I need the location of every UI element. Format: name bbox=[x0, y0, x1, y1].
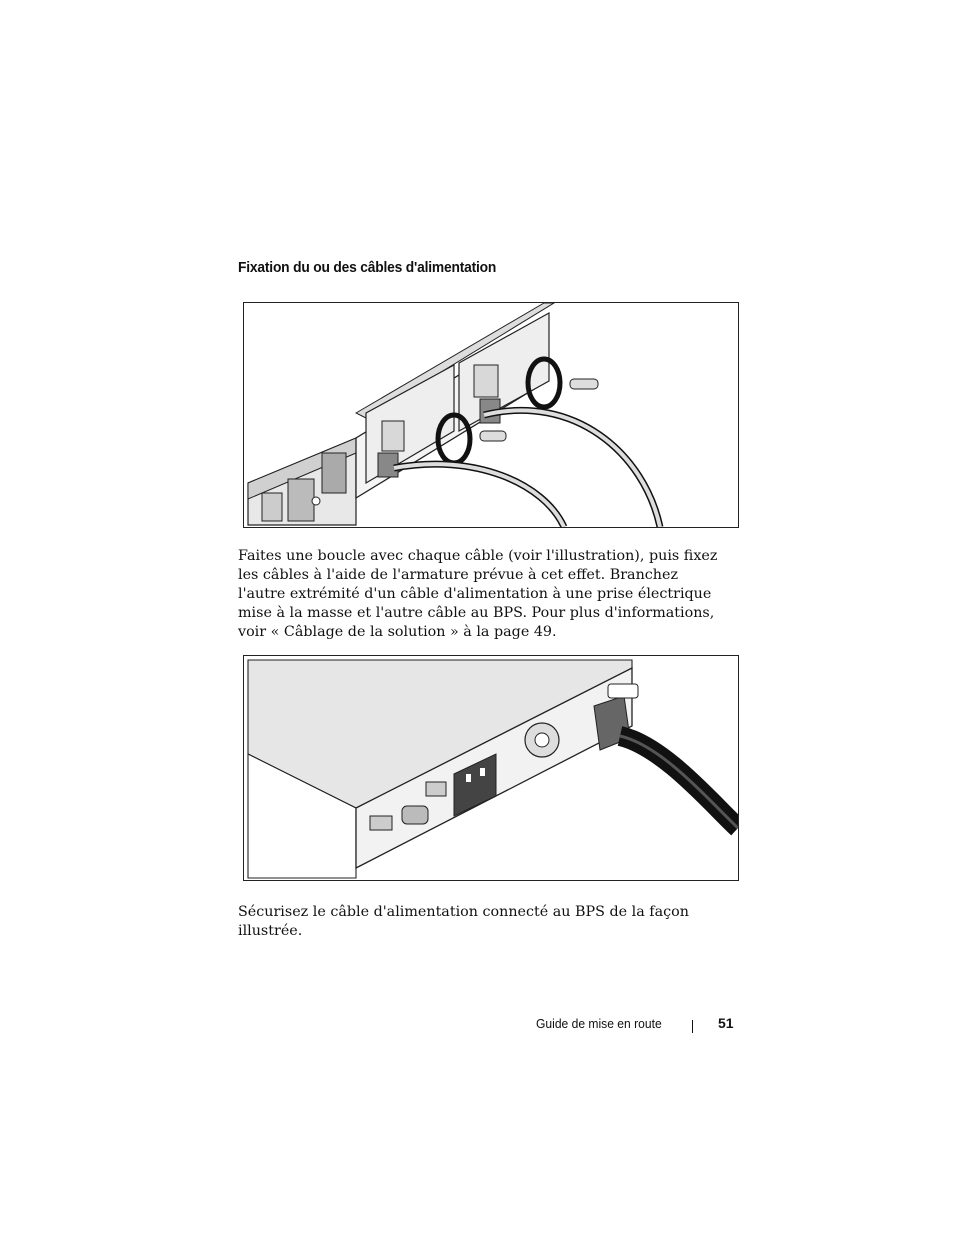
ups-power-cable-drawing bbox=[244, 656, 738, 880]
secure-ups-paragraph: Sécurisez le câble d'alimentation connecté au BPS de la façon illustrée. bbox=[238, 904, 689, 939]
server-power-cables-drawing bbox=[244, 303, 738, 527]
footer-separator bbox=[692, 1020, 693, 1033]
page-number: 51 bbox=[718, 1015, 734, 1031]
footer-guide-name: Guide de mise en route bbox=[536, 1016, 662, 1031]
section-title: Fixation du ou des câbles d'alimentation bbox=[238, 259, 497, 276]
ups-power-cable-illustration bbox=[243, 655, 739, 881]
loop-cables-paragraph: Faites une boucle avec chaque câble (voir l'illustration), puis fixez les câbles à l'aide de l'armature prévue à cet effet. Branchez l'autre extrémité d'un câble d'alimentation à une prise électrique mise à la masse et l'autre câble au BPS. Pour plus d'informations, voir « Câblage de la solution » à la page 49. bbox=[238, 548, 718, 640]
server-power-cables-illustration bbox=[243, 302, 739, 528]
